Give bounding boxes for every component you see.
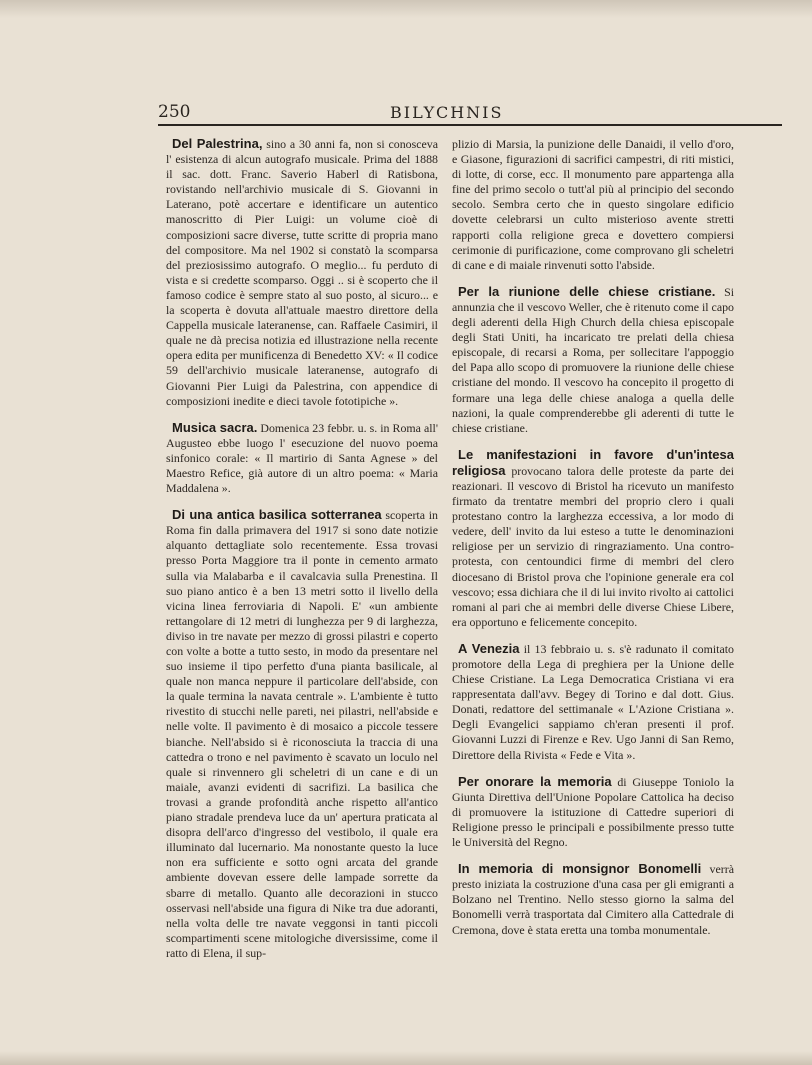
running-head [158,102,782,126]
right-column [452,136,734,949]
page-bottom-edge [0,1051,812,1065]
item-body: scoperta in Roma fin dalla primavera del 1917 si sono date notizie alquanto dettagliate solo recentemente. Essa trovasi presso Porta Maggiore tra il ponte in cemento armato sulla via Malabarba e il cavalcavia sulla Prenestina. Il suo piano antico è a ben 13 metri sotto il livello della vicina linea ferroviaria di Napoli. E' «un ambiente rettangolare di 12 metri di lunghezza per 9 di larghezza, diviso in tre navate per mezzo di grossi pilastri e coperto con volte a botte a tutto sesto, in modo da presentare nel suo insieme il tipo perfetto d'una pianta basilicale, al quale non manca neppure il particolare dell'abside, con la quale termina la navata centrale ». L'ambiente è tutto rivestito di stucchi nelle pareti, nei pilastri, nell'abside e nelle volte. Il pavimento è di mosaico a piccole tessere bianche. Nell'absido si è riconosciuta la traccia di una cattedra o trono e nel pavimento è scavato un loculo nel quale si rinvennero gli scheletri di un cane e di un maiale, avanzi evidenti di sacrifizi. La basilica che trovasi a grande profondità anche rispetto all'antico piano stradale prendeva luce da un' apertura praticata al disopra dell'arco d'ingresso del vestibolo, il quale era illuminato dal lucernario. Ma nonostante questo la luce non era sufficiente e sotto ogni arcata del grande ambiente dovevan essere delle lampade sorrette da sbarre di metallo. Quanto alle decorazioni in stucco osservasi nell'abside una figura di Nike tra due adoranti, nella volta delle tre navate veggonsi in tanti piccoli scompartimenti scene mitologiche diversissime, come il ratto di Elena, il sup- [166,508,438,960]
item-heading: Del Palestrina, [172,136,263,151]
news-item-bonomelli [452,861,734,937]
journal-title: BILYCHNIS [390,103,504,122]
news-item-musica-sacra [166,420,438,496]
item-body: sino a 30 anni fa, non si conosceva l' esistenza di alcun autografo musicale. Prima del 1888 il sac. dott. Franc. Saverio Haberl di Ratisbona, rovistando nell'archivio musicale di S. Giovanni in Laterano, potè accertare e identificare un autentico manoscritto di Pier Luigi: un volume cioè di composizioni sacre diverse, tutte scritte di propria mano del compositore. Ma nel 1902 si constatò la scomparsa del preziosissimo autografo. O meglio... fu perduto di vista e si credette scomparso. Oggi .. si è scoperto che il famoso codice è sempre stato al suo posto, al sicuro... e la scoperta è dovuta all'attuale maestro direttore della Cappella musicale lateranense, can. Raffaele Casimiri, il quale ne dà precisa notizia ed illustrazione nella recente opera edita per munificenza di Benedetto XV: « Il codice 59 dell'archivio musicale lateranense, autografo di Giovanni Pier Luigi da Palestrina, con appendice di composizioni inedite e dieci tavole fototipiche ». [166,137,438,408]
item-body: provocano talora delle proteste da parte dei reazionari. Il vescovo di Bristol ha ricevuto un manifesto firmato da trentatre membri del proprio clero i quali protestano contro la larghezza eccessiva, a lor modo di vedere, dell' invito da lui esteso a tutte le denominazioni religiose per un servizio di ringraziamento. Una contro-protesta, con centoundici firme di membri del clero diocesano di Bristol prova che l'opinione generale era col vescovo; essa dichiara che il di lui invito rivolto ai cattolici romani al pari che ai membri delle diverse Chiese Libere, era opportuno e felicemente concepito. [452,463,734,629]
left-column [166,136,438,972]
item-heading: Le manifestazioni in favore d'un'intesa religiosa [452,446,734,478]
news-item-basilica [166,507,438,961]
item-body: di Giuseppe Toniolo la Giunta Direttiva dell'Unione Popolare Cattolica ha deciso di promuovere la istituzione di Cattedre superiori di Religione presso le principali e possibilmente presso tutte le Università del Regno. [452,774,734,850]
news-item-toniolo [452,774,734,850]
item-heading: Per la riunione delle chiese cristiane. [458,283,716,299]
item-body: il 13 febbraio u. s. s'è radunato il comitato promotore della Lega di preghiera per la Unione delle Chiese Cristiane. La Lega Democratica Cristiana vi era rappresentata dall'avv. Begey di Torino e dal dott. Gius. Donati, redattore del settimanale « L'Azione Cristiana ». Degli Evangelici sappiamo ch'eran presenti il prof. Giovanni Luzzi di Firenze e Rev. Ugo Janni di San Remo, Direttore della Rivista « Fede e Vita ». [452,641,734,762]
page-number: 250 [158,102,191,122]
item-body: plizio di Marsia, la punizione delle Danaidi, il vello d'oro, e Giasone, figurazioni di sacrifici campestri, di riti mistici, di lotte, di corse, ecc. Il monumento pare appartenga alla fine del primo secolo o tutt'al più al principio del secondo secolo. Sembra certo che in questo singolare edificio dovette celebrarsi un culto misterioso avente stretti rapporti colla religione greca e dovettero compiersi cerimonie di purificazione, come comprovano gli scheletri di cane e di maiale rinvenuti sotto l'abside. [452,137,734,272]
news-item-basilica-continued [452,136,734,273]
news-item-riunione-chiese [452,284,734,436]
news-item-palestrina [166,136,438,409]
news-item-intesa-religiosa [452,447,734,630]
item-heading: Di una antica basilica sotterranea [172,507,382,523]
item-body: Si annunzia che il vescovo Weller, che è ritenuto come il capo degli aderenti della High Church della chiesa episcopale degli Stati Uniti, ha incaricato tre prelati della chiesa episcopale, di recarsi a Roma, per sollecitare l'appoggio del Papa allo scopo di promuovere la riunione delle chiese cristiane del mondo. Il vescovo ha concepito il progetto di formare una lega delle chiese analoga a quella delle nazioni, la quale comprenderebbe gli aderenti di tutte le chiese cristiane. [452,284,734,435]
item-heading: Per onorare la memoria [458,773,612,789]
item-body: Domenica 23 febbr. u. s. in Roma all' Augusteo ebbe luogo l' esecuzione del nuovo poema sinfonico corale: « Il martirio di Santa Agnese » del Maestro Refice, già autore di un altro poema: « Maria Maddalena ». [166,420,438,496]
item-heading: A Venezia [458,640,520,656]
item-heading: Musica sacra. [172,419,258,435]
news-item-venezia [452,641,734,763]
item-heading: In memoria di monsignor Bonomelli [458,861,702,877]
page-top-edge [0,0,812,18]
item-body: verrà presto iniziata la costruzione d'una casa per gli emigranti a Bolzano nel Trentino. Nello stesso giorno la salma del Bonomelli verrà trasportata dal Cimitero alla Cattedrale di Cremona, dove è stata eretta una tomba monumentale. [452,862,734,937]
